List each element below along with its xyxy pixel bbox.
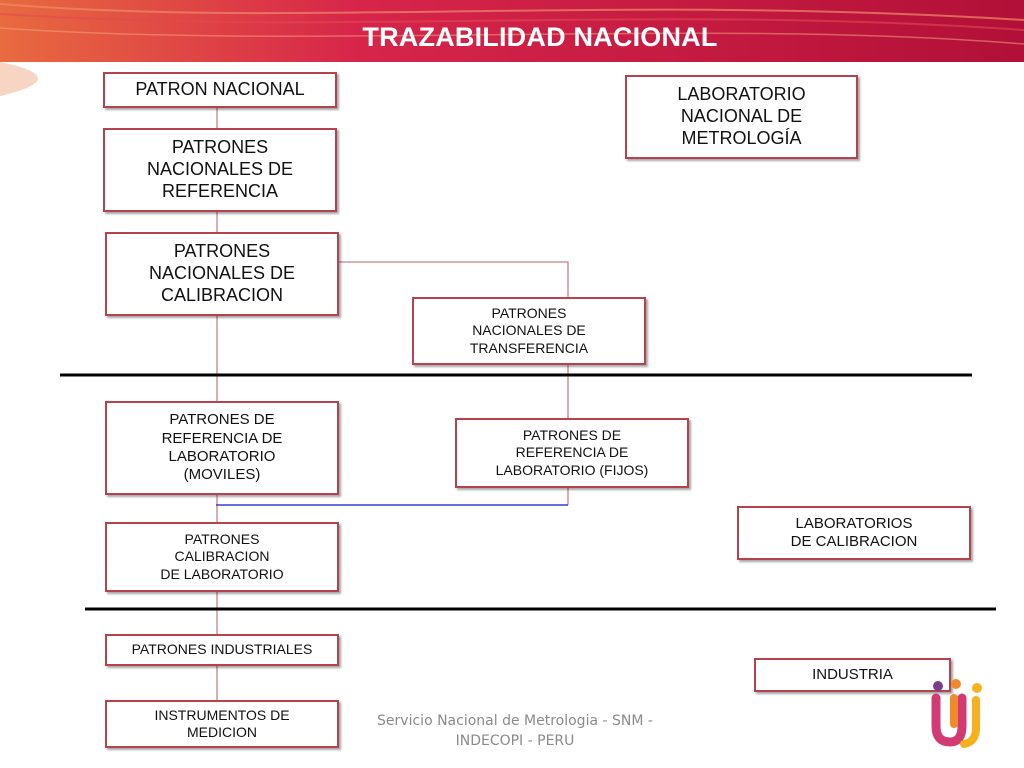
patrones-calibracion-laboratorio-box: PATRONES CALIBRACION DE LABORATORIO — [105, 522, 339, 592]
connector-to-transferencia — [338, 262, 568, 297]
patrones-nacionales-transferencia-box: PATRONES NACIONALES DE TRANSFERENCIA — [412, 297, 646, 365]
patrones-nacionales-referencia-box: PATRONES NACIONALES DE REFERENCIA — [103, 128, 337, 212]
patron-nacional-box: PATRON NACIONAL — [103, 72, 337, 108]
page-title: TRAZABILIDAD NACIONAL — [362, 22, 718, 52]
patrones-nacionales-calibracion-box: PATRONES NACIONALES DE CALIBRACION — [105, 232, 339, 316]
instrumentos-medicion-box: INSTRUMENTOS DE MEDICION — [105, 700, 339, 748]
industria-box: INDUSTRIA — [754, 658, 951, 692]
patrones-referencia-lab-moviles-box: PATRONES DE REFERENCIA DE LABORATORIO (MOVILES) — [105, 401, 339, 495]
laboratorios-calibracion-box: LABORATORIOS DE CALIBRACION — [737, 506, 971, 560]
footer-text: Servicio Nacional de Metrologia - SNM - INDECOPI - PERU — [377, 713, 653, 749]
patrones-referencia-lab-fijos-box: PATRONES DE REFERENCIA DE LABORATORIO (FIJOS) — [455, 418, 689, 488]
laboratorio-nacional-box: LABORATORIO NACIONAL DE METROLOGÍA — [625, 75, 858, 159]
snm-logo-icon — [928, 674, 990, 748]
patrones-industriales-box: PATRONES INDUSTRIALES — [105, 634, 339, 666]
